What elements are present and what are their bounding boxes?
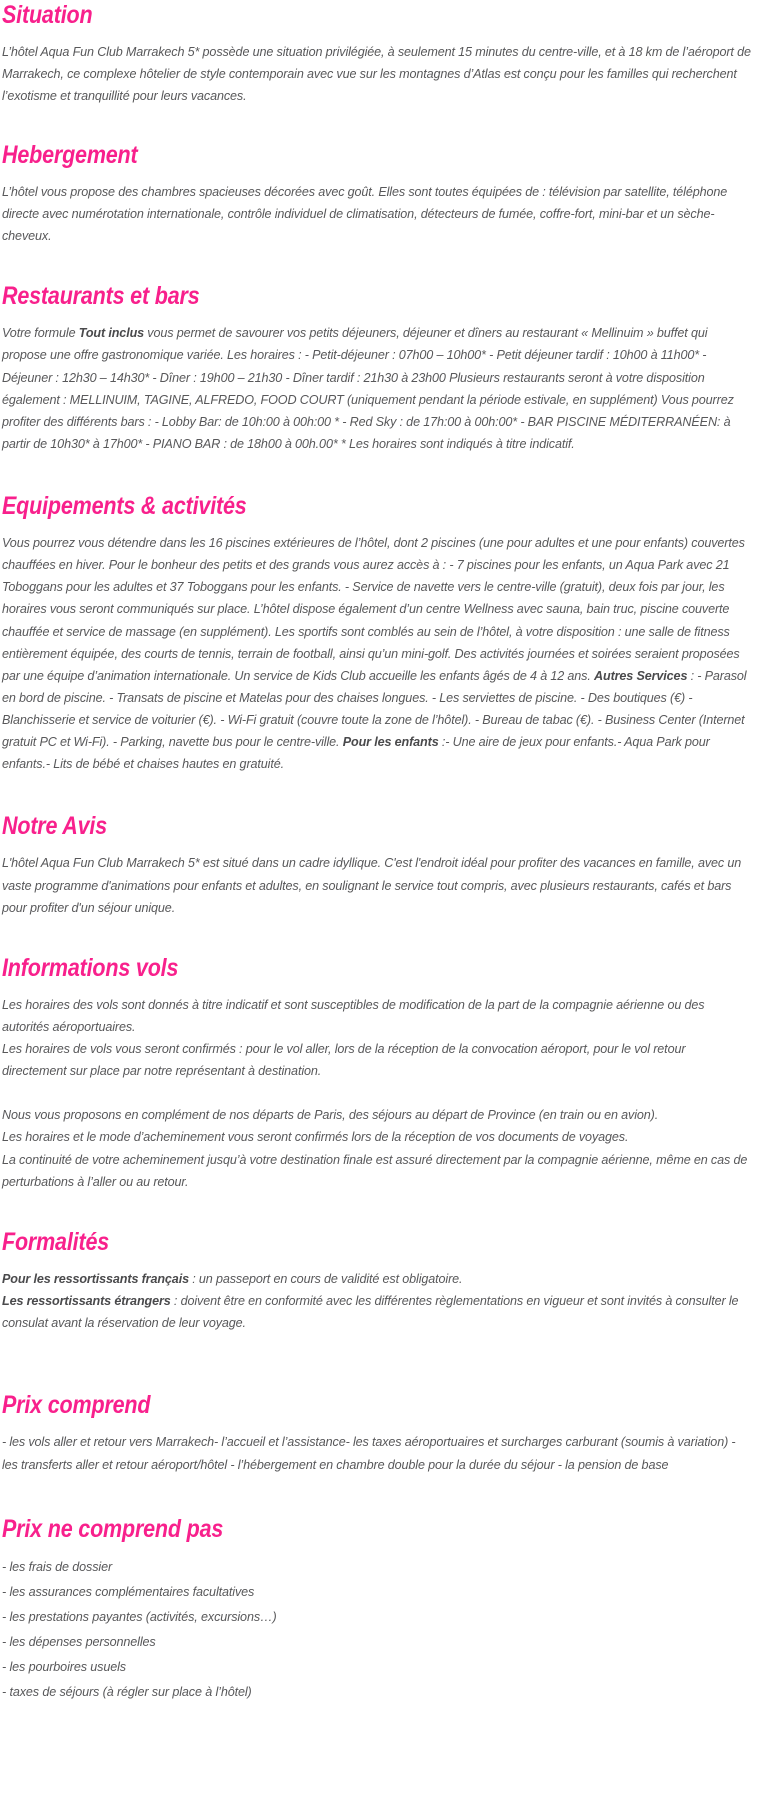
section-notre-avis: [2, 775, 752, 919]
section-title-notre-avis: Notre Avis: [2, 812, 108, 841]
section-formalites: [2, 1193, 752, 1335]
situation-paragraph: L’hôtel Aqua Fun Club Marrakech 5* possède une situation privilégiée, à seulement 15 minutes du centre-ville, et à 18 km de l’aéroport de Marrakech, ce complexe hôtelier de style contemporain avec vue sur les montagnes d’Atlas est conçu pour les familles qui recherchent l’exotisme et tranquillité pour leurs vacances.: [2, 45, 751, 104]
formalites-lines: [2, 1268, 752, 1334]
vols-line: Les horaires des vols sont donnés à titre indicatif et sont susceptibles de modification de la part de la compagnie aérienne ou des autorités aéroportuaires.: [2, 997, 705, 1035]
equipements-bold-autres-services: Autres Services: [594, 668, 688, 683]
equipements-paragraph: [2, 532, 752, 775]
equipements-part1: Vous pourrez vous détendre dans les 16 piscines extérieures de l’hôtel, dont 2 piscines (une pour adultes et une pour enfants) couvertes chauffées en hiver. Pour le bonheur des petits et des grands vous aurez accès à : - 7 piscines pour les enfants, un Aqua Park avec 21 Toboggans pour les adultes et 37 Toboggans pour les enfants. - Service de navette vers le centre-ville (gratuit), deux fois par jour, les horaires vous seront communiqués sur place. L’hôtel dispose également d’un centre Wellness avec sauna, bain truc, piscine couverte chauffée et service de massage (en supplément). Les sportifs sont comblés au sein de l’hôtel, à votre disposition : une salle de fitness entièrement équipée, des courts de tennis, terrain de football, ainsi qu’un mini-golf. Des activités journées et soirées seraient proposées par une équipe d’animation internationale. Un service de Kids Club accueille les enfants âgés de 4 à 12 ans.: [2, 536, 745, 683]
section-title-prix-ne-comprend-pas: Prix ne comprend pas: [2, 1514, 224, 1543]
section-title-formalites: Formalités: [2, 1227, 110, 1256]
formalites-line-francais: [2, 1268, 752, 1290]
section-title-informations-vols: Informations vols: [2, 953, 179, 982]
restaurants-paragraph: [2, 322, 752, 455]
avis-paragraph: L'hôtel Aqua Fun Club Marrakech 5* est situé dans un cadre idyllique. C'est l'endroit idéal pour profiter des vacances en famille, avec un vaste programme d'animations pour enfants et adultes, en soulignant le service tout compris, avec plusieurs restaurants, cafés et bars pour profiter d'un séjour unique.: [2, 856, 742, 915]
prix-comprend-paragraph: - les vols aller et retour vers Marrakech- l’accueil et l’assistance- les taxes aéroportuaires et surcharges carburant (soumis à variation) - les transferts aller et retour aéroport/hôtel - l’hébergement en chambre double pour la durée du séjour - la pension de base: [2, 1435, 736, 1472]
list-item: - taxes de séjours (à régler sur place à l’hôtel): [2, 1684, 252, 1699]
vols-block-1: [2, 994, 752, 1082]
list-item: - les assurances complémentaires facultatives: [2, 1584, 255, 1599]
equipements-part3: :- Une aire de jeux pour enfants.- Aqua Park pour enfants.- Lits de bébé et chaises hautes en gratuité.: [2, 734, 710, 772]
vols-line: Les horaires de vols vous seront confirmés : pour le vol aller, lors de la réception de la convocation aéroport, pour le vol retour directement sur place par notre représentant à destination.: [2, 1042, 686, 1079]
restaurants-lead-prefix: Votre formule: [2, 326, 79, 341]
section-informations-vols: [2, 919, 752, 1193]
formalites-line-etrangers: [2, 1290, 752, 1334]
restaurants-lead-rest: vous permet de savourer vos petits déjeuners, déjeuner et dîners au restaurant « Mellinuim » buffet qui propose une offre gastronomique variée. Les horaires : - Petit-déjeuner : 07h00 – 10h00* - Petit déjeuner tardif : 10h00 à 11h00* - Déjeuner : 12h30 – 14h30* - Dîner : 19h00 – 21h30 - Dîner tardif : 21h30 à 23h00 Plusieurs restaurants seront à votre disposition également : MELLINUIM, TAGINE, ALFREDO, FOOD COURT (uniquement pendant la période estivale, en supplément) Vous pourrez profiter des différents bars : - Lobby Bar: de 10h:00 à 00h:00 * - Red Sky : de 17h:00 à 00h:00* - BAR PISCINE MÉDITERRANÉEN: à partir de 10h30* à 17h00* - PIANO BAR : de 18h00 à 00h.00* * Les horaires sont indiqués à titre indicatif.: [2, 326, 734, 451]
section-prix-comprend: [2, 1334, 752, 1475]
section-hebergement: [2, 108, 752, 248]
restaurants-lead-bold: Tout inclus: [78, 326, 145, 341]
vols-line: La continuité de votre acheminement jusqu’à votre destination finale est assuré directement par la compagnie aérienne, même en cas de perturbations à l’aller ou au retour.: [2, 1152, 748, 1189]
formalites-rest-francais: : un passeport en cours de validité est obligatoire.: [188, 1271, 463, 1286]
hebergement-paragraph: L’hôtel vous propose des chambres spacieuses décorées avec goût. Elles sont toutes équipées de : télévision par satellite, téléphone directe avec numérotation internationale, contrôle individuel de climatisation, détecteurs de fumée, coffre-fort, mini-bar et un sèche-cheveux.: [2, 184, 728, 243]
section-title-restaurants: Restaurants et bars: [2, 282, 200, 311]
list-item: - les pourboires usuels: [2, 1659, 126, 1674]
vols-block-2: [2, 1104, 752, 1192]
equipements-part2: : - Parasol en bord de piscine. - Transats de piscine et Matelas pour des chaises longues. - Les serviettes de piscine. - Des boutiques (€) - Blanchisserie et service de voiturier (€). - Wi-Fi gratuit (couvre toute la zone de l’hôtel). - Bureau de tabac (€). - Business Center (Internet gratuit PC et Wi-Fi). - Parking, navette bus pour le centre-ville.: [2, 668, 747, 749]
list-item: - les prestations payantes (activités, excursions…): [2, 1609, 277, 1624]
section-title-situation: Situation: [2, 1, 93, 29]
section-prix-ne-comprend-pas: [2, 1476, 752, 1705]
prix-ne-comprend-pas-list: [2, 1555, 752, 1705]
section-title-prix-comprend: Prix comprend: [2, 1391, 151, 1420]
formalites-bold-francais: Pour les ressortissants français: [2, 1271, 189, 1286]
list-item: - les dépenses personnelles: [2, 1634, 156, 1649]
paragraph-spacer: [2, 1082, 752, 1104]
vols-line: Nous vous proposons en complément de nos départs de Paris, des séjours au départ de Province (en train ou en avion).: [2, 1108, 659, 1123]
list-item: - les frais de dossier: [2, 1559, 113, 1574]
section-equipements-activites: [2, 455, 752, 775]
vols-line: Les horaires et le mode d’acheminement vous seront confirmés lors de la réception de vos documents de voyages.: [2, 1130, 629, 1145]
formalites-rest-etrangers: : doivent être en conformité avec les différentes règlementations en vigueur et sont invités à consulter le consulat avant la réservation de leur voyage.: [2, 1294, 739, 1331]
formalites-bold-etrangers: Les ressortissants étrangers: [2, 1294, 171, 1309]
equipements-bold-pour-les-enfants: Pour les enfants: [342, 734, 439, 749]
section-title-equipements: Equipements & activités: [2, 491, 247, 520]
section-title-hebergement: Hebergement: [2, 140, 138, 169]
section-situation: [2, 0, 752, 108]
section-restaurants-et-bars: [2, 247, 752, 455]
